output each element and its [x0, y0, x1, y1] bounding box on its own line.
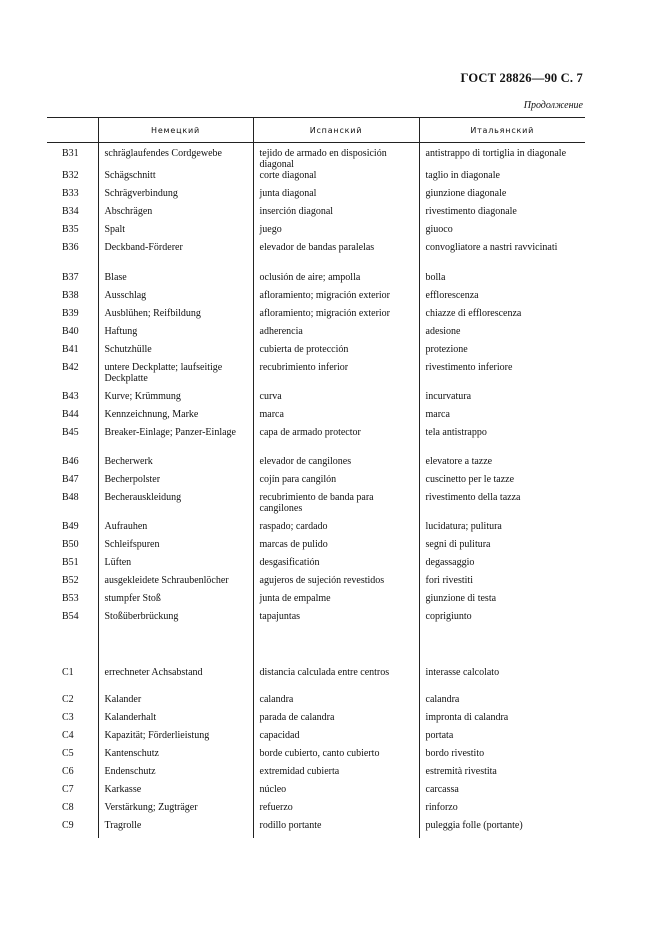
- term-spanish: inserción diagonal: [253, 206, 419, 224]
- term-spanish: desgasificatión: [253, 557, 419, 575]
- term-code: B47: [62, 474, 79, 485]
- term-italian: bolla: [419, 272, 585, 290]
- term-spanish: extremidad cubierta: [253, 766, 419, 784]
- term-italian: estremità rivestita: [419, 766, 585, 784]
- term-code: B37: [62, 272, 79, 283]
- term-italian: lucidatura; pulitura: [419, 521, 585, 539]
- term-code: B49: [62, 521, 79, 532]
- term-german: Stoßüberbrückung: [98, 611, 253, 667]
- term-code: B48: [62, 492, 79, 503]
- term-italian: elevatore a tazze: [419, 456, 585, 474]
- term-italian: fori rivestiti: [419, 575, 585, 593]
- term-german: Kapazität; Förderlieistung: [98, 730, 253, 748]
- term-german: errechneter Achsabstand: [98, 667, 253, 694]
- term-italian: rinforzo: [419, 802, 585, 820]
- term-spanish: tapajuntas: [253, 611, 419, 667]
- term-italian: impronta di calandra: [419, 712, 585, 730]
- term-spanish: afloramiento; migración exterior: [253, 308, 419, 326]
- term-spanish: parada de calandra: [253, 712, 419, 730]
- term-spanish: elevador de bandas paralelas: [253, 242, 419, 272]
- term-italian: antistrappo di tortiglia in diagonale: [419, 143, 585, 171]
- term-italian: degassaggio: [419, 557, 585, 575]
- table-row: [47, 492, 585, 521]
- term-spanish: marca: [253, 409, 419, 427]
- term-italian: convogliatore a nastri ravvicinati: [419, 242, 585, 272]
- term-code: B38: [62, 290, 79, 301]
- term-code: C6: [62, 766, 74, 777]
- term-code: B33: [62, 188, 79, 199]
- term-german: untere Deckplatte; laufseitige Deckplatte: [98, 362, 253, 391]
- term-german: Kennzeichnung, Marke: [98, 409, 253, 427]
- table-row: [47, 290, 585, 308]
- term-german: Kalanderhalt: [98, 712, 253, 730]
- term-code: C9: [62, 820, 74, 831]
- term-spanish: recubrimiento inferior: [253, 362, 419, 391]
- table-row: [47, 474, 585, 492]
- term-italian: giunzione di testa: [419, 593, 585, 611]
- term-german: Spalt: [98, 224, 253, 242]
- term-german: Aufrauhen: [98, 521, 253, 539]
- term-german: Becherwerk: [98, 456, 253, 474]
- term-code: B34: [62, 206, 79, 217]
- table-row: [47, 272, 585, 290]
- term-code: B45: [62, 427, 79, 438]
- term-spanish: curva: [253, 391, 419, 409]
- term-italian: tela antistrappo: [419, 427, 585, 456]
- term-german: Becherauskleidung: [98, 492, 253, 521]
- term-german: Kurve; Krümmung: [98, 391, 253, 409]
- term-code: B35: [62, 224, 79, 235]
- term-spanish: juego: [253, 224, 419, 242]
- term-italian: cuscinetto per le tazze: [419, 474, 585, 492]
- term-italian: efflorescenza: [419, 290, 585, 308]
- term-italian: carcassa: [419, 784, 585, 802]
- term-code: B41: [62, 344, 79, 355]
- term-german: Tragrolle: [98, 820, 253, 838]
- term-code: B52: [62, 575, 79, 586]
- table-row: [47, 344, 585, 362]
- term-italian: taglio in diagonale: [419, 170, 585, 188]
- term-code: C4: [62, 730, 74, 741]
- term-spanish: distancia calculada entre centros: [253, 667, 419, 694]
- term-spanish: borde cubierto, canto cubierto: [253, 748, 419, 766]
- term-italian: segni di pulitura: [419, 539, 585, 557]
- table-row: [47, 308, 585, 326]
- term-spanish: afloramiento; migración exterior: [253, 290, 419, 308]
- page-header: ГОСТ 28826—90 С. 7: [460, 71, 583, 85]
- term-spanish: junta de empalme: [253, 593, 419, 611]
- table-row: [47, 593, 585, 611]
- term-spanish: cojín para cangilón: [253, 474, 419, 492]
- term-italian: protezione: [419, 344, 585, 362]
- term-spanish: recubrimiento de banda para cangilones: [253, 492, 419, 521]
- table-row: [47, 820, 585, 838]
- term-code: B42: [62, 362, 79, 373]
- term-german: Ausschlag: [98, 290, 253, 308]
- term-code: B43: [62, 391, 79, 402]
- table-row: [47, 409, 585, 427]
- table-row: [47, 427, 585, 456]
- table-body: [47, 143, 585, 839]
- term-german: Blase: [98, 272, 253, 290]
- term-german: schräglaufendes Cordgewebe: [98, 143, 253, 171]
- term-code: B31: [62, 148, 79, 159]
- term-italian: giuoco: [419, 224, 585, 242]
- term-spanish: oclusión de aire; ampolla: [253, 272, 419, 290]
- term-spanish: adherencia: [253, 326, 419, 344]
- term-code: C1: [62, 667, 74, 678]
- table-row: [47, 521, 585, 539]
- term-spanish: refuerzo: [253, 802, 419, 820]
- term-spanish: junta diagonal: [253, 188, 419, 206]
- term-code: C2: [62, 694, 74, 705]
- table-row: [47, 362, 585, 391]
- table-row: [47, 748, 585, 766]
- table-row: [47, 143, 585, 171]
- term-spanish: cubierta de protección: [253, 344, 419, 362]
- term-spanish: tejido de armado en disposición diagonal: [253, 143, 419, 171]
- term-spanish: elevador de cangilones: [253, 456, 419, 474]
- table-row: [47, 667, 585, 694]
- term-german: ausgekleidete Schraubenlöcher: [98, 575, 253, 593]
- term-german: Schägschnitt: [98, 170, 253, 188]
- term-german: Schleifspuren: [98, 539, 253, 557]
- term-german: Schutzhülle: [98, 344, 253, 362]
- term-spanish: raspado; cardado: [253, 521, 419, 539]
- term-german: Haftung: [98, 326, 253, 344]
- term-german: Verstärkung; Zugträger: [98, 802, 253, 820]
- term-italian: incurvatura: [419, 391, 585, 409]
- table-row: [47, 391, 585, 409]
- table-row: [47, 326, 585, 344]
- table-row: [47, 694, 585, 712]
- term-german: Ausblühen; Reifbildung: [98, 308, 253, 326]
- term-code: C3: [62, 712, 74, 723]
- term-italian: rivestimento inferiore: [419, 362, 585, 391]
- table-row: [47, 557, 585, 575]
- term-german: stumpfer Stoß: [98, 593, 253, 611]
- term-italian: adesione: [419, 326, 585, 344]
- table-row: [47, 539, 585, 557]
- term-italian: bordo rivestito: [419, 748, 585, 766]
- table-row: [47, 188, 585, 206]
- term-code: B39: [62, 308, 79, 319]
- term-code: B36: [62, 242, 79, 253]
- term-code: B32: [62, 170, 79, 181]
- term-german: Schrägverbindung: [98, 188, 253, 206]
- column-header-german: Немецкий: [98, 118, 253, 143]
- term-german: Deckband-Förderer: [98, 242, 253, 272]
- table-row: [47, 206, 585, 224]
- term-code: B40: [62, 326, 79, 337]
- term-italian: rivestimento della tazza: [419, 492, 585, 521]
- term-italian: portata: [419, 730, 585, 748]
- table-row: [47, 170, 585, 188]
- column-header-italian: Итальянский: [419, 118, 585, 143]
- table-row: [47, 730, 585, 748]
- term-spanish: núcleo: [253, 784, 419, 802]
- table-row: [47, 802, 585, 820]
- table-row: [47, 456, 585, 474]
- term-german: Endenschutz: [98, 766, 253, 784]
- term-code: B54: [62, 611, 79, 622]
- terms-table: [47, 117, 585, 838]
- term-italian: interasse calcolato: [419, 667, 585, 694]
- term-spanish: capacidad: [253, 730, 419, 748]
- term-german: Karkasse: [98, 784, 253, 802]
- term-code: C7: [62, 784, 74, 795]
- table-row: [47, 575, 585, 593]
- term-spanish: corte diagonal: [253, 170, 419, 188]
- table-row: [47, 611, 585, 667]
- column-header-spanish: Испанский: [253, 118, 419, 143]
- table-row: [47, 784, 585, 802]
- term-spanish: rodillo portante: [253, 820, 419, 838]
- term-german: Breaker-Einlage; Panzer-Einlage: [98, 427, 253, 456]
- table-header-row: [47, 118, 585, 143]
- term-italian: rivestimento diagonale: [419, 206, 585, 224]
- term-code: B50: [62, 539, 79, 550]
- term-code: B53: [62, 593, 79, 604]
- term-code: B46: [62, 456, 79, 467]
- table-row: [47, 242, 585, 272]
- term-spanish: calandra: [253, 694, 419, 712]
- column-header-code: [47, 118, 98, 143]
- continuation-label: Продолжение: [523, 100, 583, 111]
- term-code: C5: [62, 748, 74, 759]
- term-spanish: agujeros de sujeción revestidos: [253, 575, 419, 593]
- term-code: B51: [62, 557, 79, 568]
- term-italian: marca: [419, 409, 585, 427]
- term-code: C8: [62, 802, 74, 813]
- term-german: Kalander: [98, 694, 253, 712]
- table-row: [47, 712, 585, 730]
- term-italian: chiazze di efflorescenza: [419, 308, 585, 326]
- term-german: Lüften: [98, 557, 253, 575]
- term-spanish: marcas de pulido: [253, 539, 419, 557]
- table-row: [47, 766, 585, 784]
- term-italian: calandra: [419, 694, 585, 712]
- term-italian: coprigiunto: [419, 611, 585, 667]
- term-german: Kantenschutz: [98, 748, 253, 766]
- term-spanish: capa de armado protector: [253, 427, 419, 456]
- term-italian: puleggia folle (portante): [419, 820, 585, 838]
- term-german: Abschrägen: [98, 206, 253, 224]
- term-german: Becherpolster: [98, 474, 253, 492]
- term-italian: giunzione diagonale: [419, 188, 585, 206]
- table-row: [47, 224, 585, 242]
- term-code: B44: [62, 409, 79, 420]
